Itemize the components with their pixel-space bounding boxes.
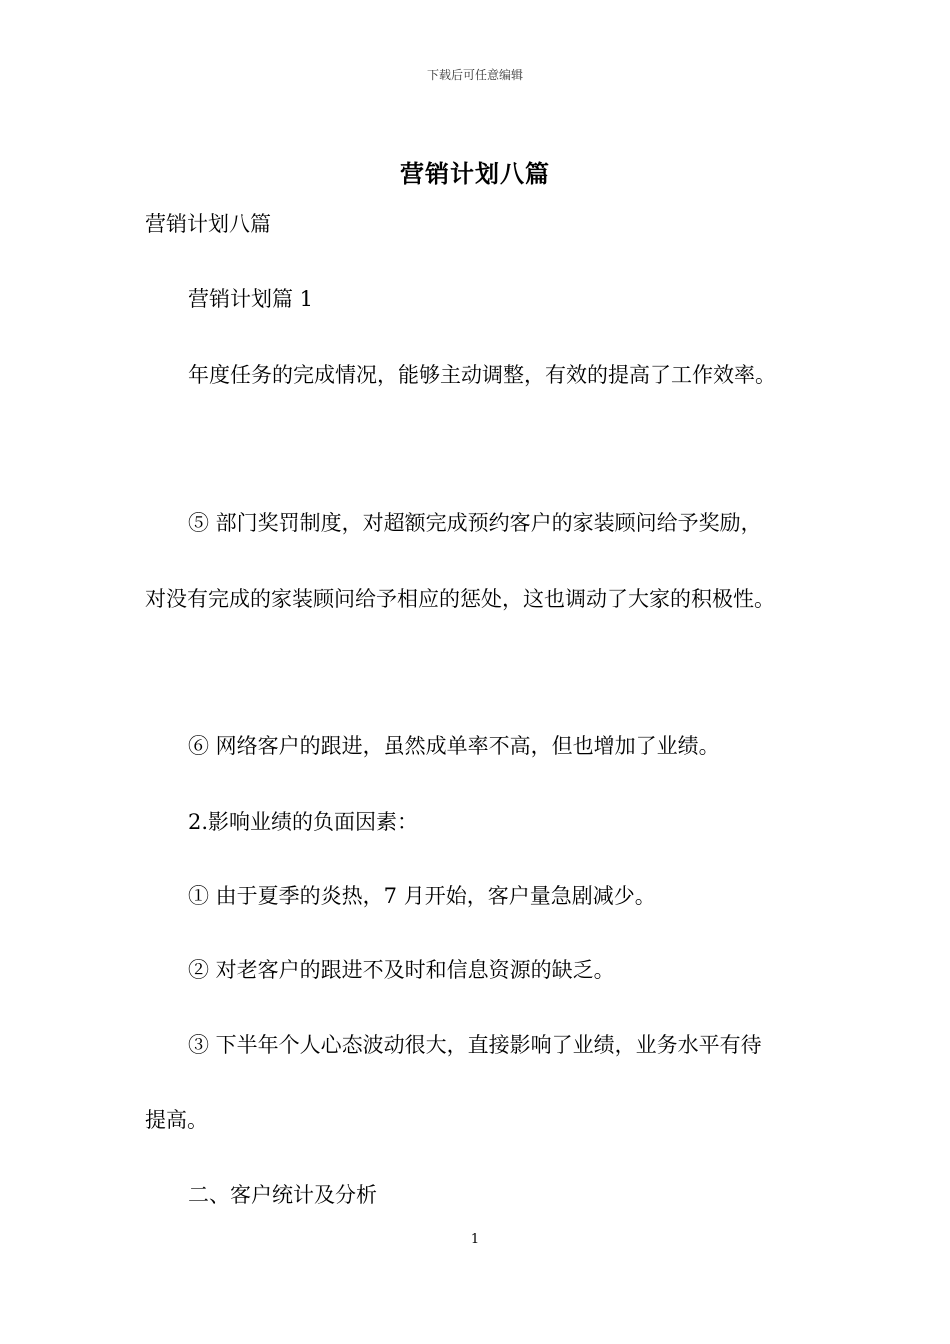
body-paragraph: ⑤ 部门奖罚制度，对超额完成预约客户的家装顾问给予奖励， [188,511,762,535]
header-note: 下载后可任意编辑 [426,68,523,82]
body-paragraph: ① 由于夏季的炎热，7 月开始，客户量急剧减少。 [188,884,656,908]
section-heading: 营销计划篇 1 [188,287,314,311]
body-paragraph: 年度任务的完成情况，能够主动调整，有效的提高了工作效率。 [188,363,776,387]
body-paragraph: ③ 下半年个人心态波动很大，直接影响了业绩，业务水平有待 [188,1033,762,1057]
page-number: 1 [470,1232,480,1247]
body-paragraph: 对没有完成的家装顾问给予相应的惩处，这也调动了大家的积极性。 [145,587,775,611]
body-paragraph: 2.影响业绩的负面因素： [188,810,419,834]
document-title: 营销计划八篇 [400,159,550,188]
body-paragraph: ⑥ 网络客户的跟进，虽然成单率不高，但也增加了业绩。 [188,734,720,758]
subtitle-paragraph: 营销计划八篇 [145,212,271,236]
section-heading: 二、客户统计及分析 [188,1183,377,1207]
body-paragraph: 提高。 [145,1108,208,1132]
body-paragraph: ② 对老客户的跟进不及时和信息资源的缺乏。 [188,958,615,982]
